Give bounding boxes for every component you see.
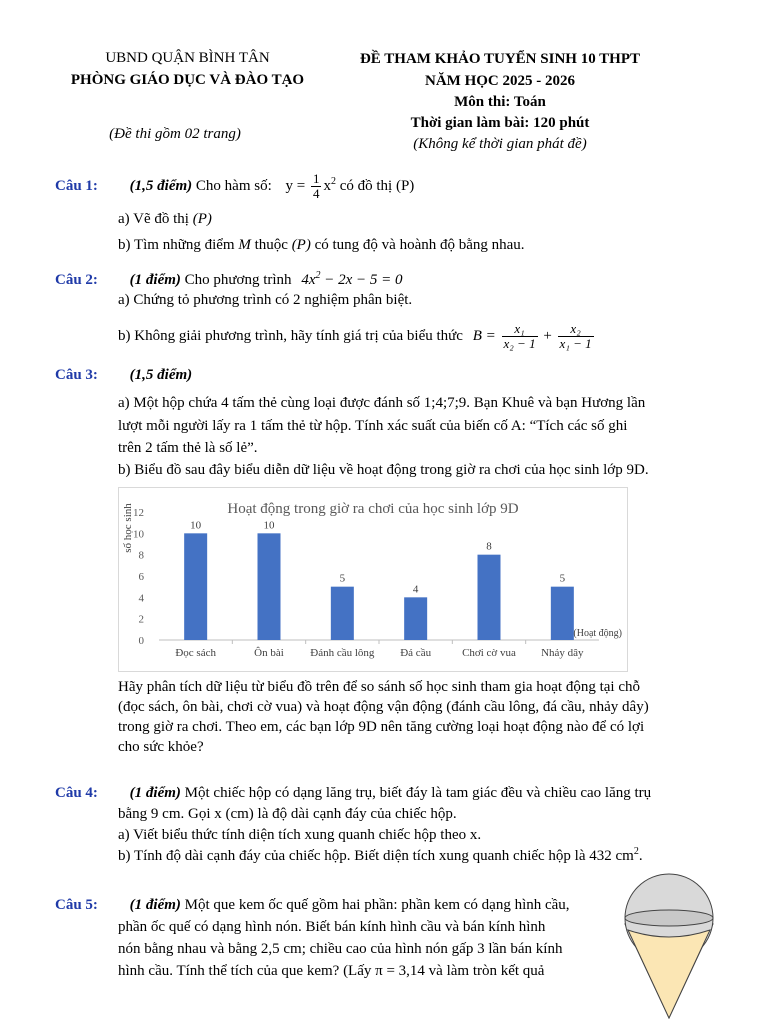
y-tick-label: 8 <box>138 549 144 562</box>
q1-func-x: x <box>323 177 331 194</box>
q3-after-line1: Hãy phân tích dữ liệu từ biểu đồ trên để so sánh số học sinh tham gia hoạt động tại chỗ <box>118 679 640 695</box>
y-tick-label: 10 <box>133 528 144 541</box>
q2-label: Câu 2: <box>55 272 98 288</box>
q5-label: Câu 5: <box>55 897 98 913</box>
q3-after-line2: (đọc sách, ôn bài, chơi cờ vua) và hoạt động vận động (đánh cầu lông, đá cầu, nhảy dây) <box>118 699 649 715</box>
ice-cream-cone-illustration <box>620 872 718 1022</box>
category-label-3: Đá cầu <box>400 647 432 659</box>
q1-func-tail: có đồ thị (P) <box>339 177 415 194</box>
q3-a-line2: lượt mỗi người lấy ra 1 tấm thẻ từ hộp. Tính xác suất của biến cố A: “Tích các số ghi <box>118 418 628 434</box>
q4-label: Câu 4: <box>55 785 98 801</box>
q2-expr-lhs: B = <box>472 328 496 344</box>
category-label-4: Chơi cờ vua <box>462 647 516 659</box>
x-axis-label: (Hoạt động) <box>573 628 622 639</box>
q1-func-fraction: $\frac{1}{4}$ <box>312 171 320 201</box>
header-left-line1: UBND QUẬN BÌNH TÂN <box>105 50 270 66</box>
q2-intro: Cho phương trình <box>184 272 292 288</box>
data-label-1: 10 <box>263 519 275 532</box>
header-right-line2: NĂM HỌC 2025 - 2026 <box>425 73 575 89</box>
q4-line2: bằng 9 cm. Gọi x (cm) là độ dài cạnh đáy của chiếc hộp. <box>118 806 457 822</box>
q5-points: (1 điểm) <box>129 897 181 913</box>
q5-line1: Một que kem ốc quế gồm hai phần: phần kem có dạng hình cầu, <box>184 897 570 913</box>
q2-part-b: b) Không giải phương trình, hãy tính giá trị của biểu thức B = $\frac{\text{x₁}}{\text{x₂ − 1}}$ + $\frac{\text{x₂}}{\text{x₁ − 1}}$ <box>118 321 592 352</box>
header-right-line3: Môn thi: Toán <box>454 94 546 110</box>
header-left-note: (Đề thi gồm 02 trang) <box>109 126 241 142</box>
data-label-2: 5 <box>339 572 346 585</box>
q3-a-line1: a) Một hộp chứa 4 tấm thẻ cùng loại được đánh số 1;4;7;9. Bạn Khuê và bạn Hương lần <box>118 395 646 411</box>
q4-heading <box>55 783 651 803</box>
q3-points: (1,5 điểm) <box>129 367 193 383</box>
y-tick-label: 6 <box>138 571 144 583</box>
q1-func-y: y = <box>285 177 306 194</box>
q4-line1: Một chiếc hộp có dạng lăng trụ, biết đáy là tam giác đều và chiều cao lăng trụ <box>184 785 652 801</box>
y-axis-label: số học sinh <box>122 503 134 553</box>
bar-1 <box>258 533 281 640</box>
q4-part-b: b) Tính độ dài cạnh đáy của chiếc hộp. Biết diện tích xung quanh chiếc hộp là 432 $cm^2$. <box>118 846 643 864</box>
q1-points: (1,5 điểm) <box>129 177 193 194</box>
q2-equation: $4x^2 - 2x - 5 = 0$ <box>301 270 403 288</box>
q3-after-line4: cho sức khỏe? <box>118 739 204 755</box>
category-label-0: Đọc sách <box>175 647 216 659</box>
chart-svg <box>119 488 627 671</box>
category-label-5: Nhảy dây <box>541 647 584 659</box>
category-label-1: Ôn bài <box>254 647 284 659</box>
bar-5 <box>551 587 574 640</box>
sphere-equator <box>625 910 713 926</box>
q3-b-line: b) Biểu đồ sau đây biểu diễn dữ liệu về hoạt động trong giờ ra chơi của học sinh lớp 9D. <box>118 462 649 478</box>
q3-after-line3: trong giờ ra chơi. Theo em, các bạn lớp 9D nên tăng cường loại hoạt động nào để có lợi <box>118 719 645 735</box>
header-left-line2: PHÒNG GIÁO DỤC VÀ ĐÀO TẠO <box>70 72 305 88</box>
q2-fraction-1: $\frac{\text{x₁}}{\text{x₂ − 1}}$ <box>503 321 536 352</box>
q2-part-a: a) Chứng tỏ phương trình có 2 nghiệm phân biệt. <box>118 292 413 308</box>
q2-points: (1 điểm) <box>129 272 181 288</box>
cone-lower <box>628 930 710 1018</box>
q3-a-line3: trên 2 tấm thẻ là số lẻ”. <box>118 440 258 456</box>
chart-title: Hoạt động trong giờ ra chơi của học sinh lớp 9D <box>227 501 519 517</box>
y-tick-label: 0 <box>138 635 144 647</box>
q2-heading <box>55 270 403 290</box>
q5-line3: nón bằng nhau và bằng 2,5 cm; chiều cao của hình nón gấp 3 lần bán kính <box>118 941 563 957</box>
q5-heading <box>55 895 570 915</box>
y-tick-label: 2 <box>138 613 144 626</box>
bar-4 <box>478 555 501 640</box>
data-label-3: 4 <box>412 583 419 596</box>
bar-3 <box>404 597 427 640</box>
activity-bar-chart <box>118 487 628 672</box>
data-label-5: 5 <box>559 572 566 585</box>
q1-func-exp: 2 <box>330 175 336 187</box>
q3-label: Câu 3: <box>55 367 98 383</box>
q1-part-a: a) Vẽ đồ thị (P) <box>118 211 212 227</box>
q1-intro: Cho hàm số: <box>195 177 272 194</box>
q3-heading <box>55 365 192 385</box>
q4-points: (1 điểm) <box>129 785 181 801</box>
q5-line4: hình cầu. Tính thể tích của que kem? (Lấy π = 3,14 và làm tròn kết quả <box>118 963 545 979</box>
q1-label: Câu 1: <box>55 177 98 194</box>
header-right-line5: (Không kể thời gian phát đề) <box>413 136 587 152</box>
bar-0 <box>184 533 207 640</box>
category-label-2: Đánh cầu lông <box>310 647 375 659</box>
q2-fraction-2: $\frac{\text{x₂}}{\text{x₁ − 1}}$ <box>559 321 592 352</box>
header-right-line4: Thời gian làm bài: 120 phút <box>410 115 590 131</box>
header-right-line1: ĐỀ THAM KHẢO TUYỂN SINH 10 THPT <box>359 51 641 67</box>
q5-line2: phần ốc quế có dạng hình nón. Biết bán kính hình cầu và bán kính hình <box>118 919 546 935</box>
bar-2 <box>331 587 354 640</box>
q1-part-b: b) Tìm những điểm M thuộc (P) có tung độ và hoành độ bằng nhau. <box>118 237 525 253</box>
y-tick-label: 4 <box>138 592 144 605</box>
data-label-0: 10 <box>190 519 202 532</box>
q4-part-a: a) Viết biểu thức tính diện tích xung quanh chiếc hộp theo x. <box>118 827 482 843</box>
y-tick-label: 12 <box>133 507 144 519</box>
q1-heading <box>55 171 415 201</box>
data-label-4: 8 <box>486 540 492 553</box>
